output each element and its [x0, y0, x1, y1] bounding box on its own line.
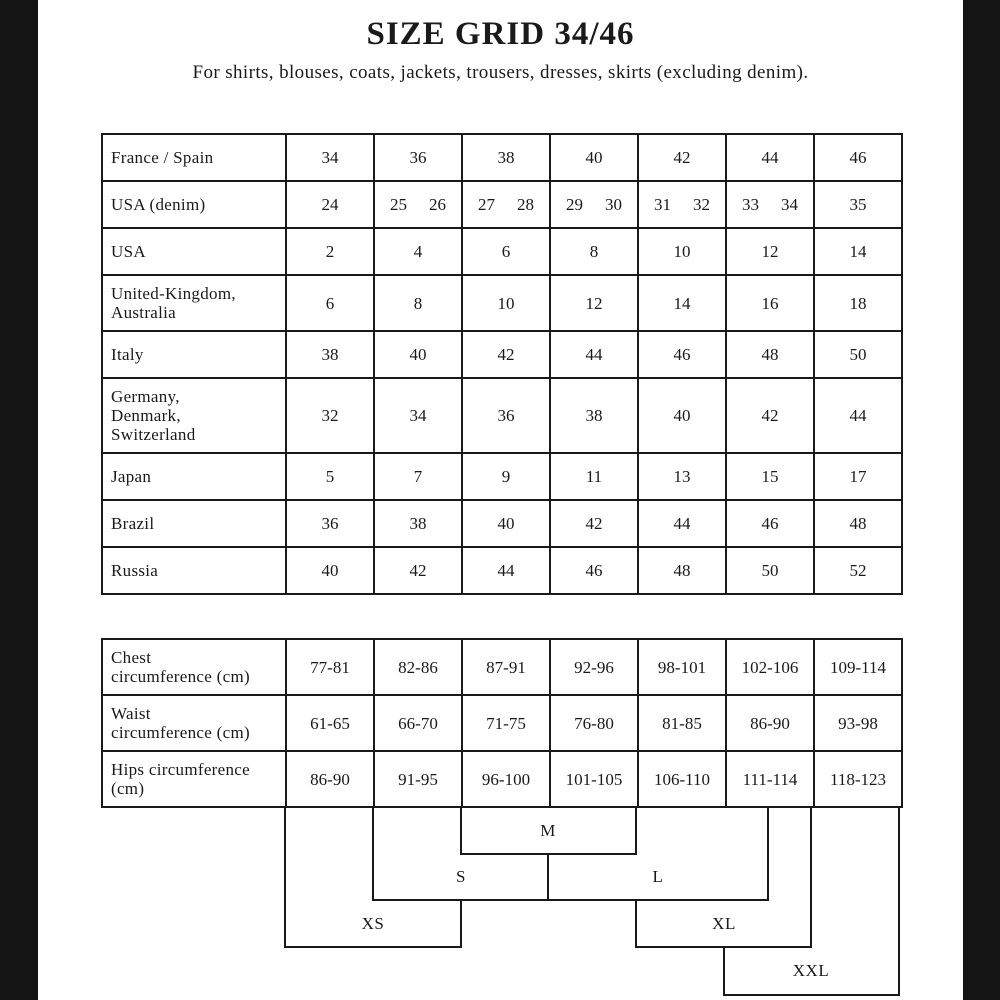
cell-value: 27	[478, 195, 495, 214]
table-cell: 14	[814, 228, 902, 275]
table-cell: 50	[814, 331, 902, 378]
table-cell: 44	[814, 378, 902, 453]
table-cell: 82-86	[374, 639, 462, 695]
table-cell: 40	[374, 331, 462, 378]
table-cell: 18	[814, 275, 902, 331]
cell-value: 30	[605, 195, 622, 214]
row-label-line: USA	[111, 242, 146, 261]
size-label-m: M	[540, 821, 556, 840]
cell-value: 33	[742, 195, 759, 214]
table-cell: 71-75	[462, 695, 550, 751]
table-cell: 48	[726, 331, 814, 378]
row-label-line: Russia	[111, 561, 159, 580]
table-cell: 38	[286, 331, 374, 378]
table-cell: 40	[638, 378, 726, 453]
size-label-l: L	[652, 867, 664, 886]
table-cell: 12	[726, 228, 814, 275]
table-cell: 66-70	[374, 695, 462, 751]
row-label-line: Italy	[111, 345, 144, 364]
table-cell: 38	[550, 378, 638, 453]
size-label-s: S	[456, 867, 466, 886]
row-label-line: circumference (cm)	[111, 723, 250, 742]
row-label-line: Denmark,	[111, 406, 181, 425]
table-cell: 44	[550, 331, 638, 378]
table-cell: 8	[374, 275, 462, 331]
table-cell: 44	[726, 134, 814, 181]
table-cell: 5	[286, 453, 374, 500]
row-label-line: Hips circumference	[111, 760, 250, 779]
size-label-xl: XL	[712, 914, 736, 933]
letter-size-brackets	[38, 0, 963, 1000]
table-cell: 42	[638, 134, 726, 181]
table-cell: 101-105	[550, 751, 638, 807]
table-cell: 2	[286, 228, 374, 275]
table-cell: 46	[814, 134, 902, 181]
table-cell: 9	[462, 453, 550, 500]
table-cell: 44	[638, 500, 726, 547]
row-label-line: Brazil	[111, 514, 155, 533]
table-cell: 98-101	[638, 639, 726, 695]
table-cell: 52	[814, 547, 902, 594]
table-cell: 48	[814, 500, 902, 547]
table-cell: 36	[374, 134, 462, 181]
table-cell: 42	[374, 547, 462, 594]
table-cell: 42	[726, 378, 814, 453]
table-cell: 93-98	[814, 695, 902, 751]
table-cell: 46	[726, 500, 814, 547]
table-cell: 102-106	[726, 639, 814, 695]
table-cell: 42	[462, 331, 550, 378]
table-cell: 34	[286, 134, 374, 181]
table-cell: 40	[550, 134, 638, 181]
size-guide-page	[38, 0, 963, 1000]
table-cell: 77-81	[286, 639, 374, 695]
row-label-line: Japan	[111, 467, 152, 486]
table-cell: 12	[550, 275, 638, 331]
cell-value: 25	[390, 195, 407, 214]
row-label-line: USA (denim)	[111, 195, 206, 214]
cell-value: 31	[654, 195, 671, 214]
size-label-xxl: XXL	[792, 961, 830, 980]
table-cell: 81-85	[638, 695, 726, 751]
cell-value: 29	[566, 195, 583, 214]
table-cell: 106-110	[638, 751, 726, 807]
table-cell: 40	[462, 500, 550, 547]
table-cell: 6	[462, 228, 550, 275]
table-cell: 8	[550, 228, 638, 275]
row-label-line: Australia	[111, 303, 177, 322]
table-cell: 48	[638, 547, 726, 594]
table-cell: 111-114	[726, 751, 814, 807]
table-cell: 14	[638, 275, 726, 331]
cell-value: 32	[693, 195, 710, 214]
table-cell: 10	[638, 228, 726, 275]
table-cell: 15	[726, 453, 814, 500]
row-label-line: (cm)	[111, 779, 145, 798]
table-cell: 40	[286, 547, 374, 594]
table-cell: 4	[374, 228, 462, 275]
table-cell: 32	[286, 378, 374, 453]
row-label-line: United-Kingdom,	[111, 284, 236, 303]
table-cell: 36	[286, 500, 374, 547]
row-label-line: Chest	[111, 648, 152, 667]
table-cell: 46	[550, 547, 638, 594]
size-label-xs: XS	[361, 914, 385, 933]
table-cell: 38	[374, 500, 462, 547]
row-label-line: Switzerland	[111, 425, 196, 444]
table-cell: 76-80	[550, 695, 638, 751]
row-label-line: circumference (cm)	[111, 667, 250, 686]
table-cell: 13	[638, 453, 726, 500]
table-cell: 46	[638, 331, 726, 378]
row-label-line: Germany,	[111, 387, 180, 406]
table-cell: 87-91	[462, 639, 550, 695]
row-label-line: France / Spain	[111, 148, 214, 167]
table-cell: 96-100	[462, 751, 550, 807]
table-cell: 11	[550, 453, 638, 500]
table-cell: 61-65	[286, 695, 374, 751]
cell-value: 34	[781, 195, 798, 214]
table-cell: 86-90	[726, 695, 814, 751]
table-cell: 118-123	[814, 751, 902, 807]
table-cell: 91-95	[374, 751, 462, 807]
table-cell: 44	[462, 547, 550, 594]
table-cell: 10	[462, 275, 550, 331]
table-cell: 92-96	[550, 639, 638, 695]
cell-value: 35	[849, 195, 867, 214]
table-cell: 34	[374, 378, 462, 453]
table-cell: 50	[726, 547, 814, 594]
page-subtitle: For shirts, blouses, coats, jackets, trousers, dresses, skirts (excluding denim).	[192, 62, 809, 83]
table-cell: 42	[550, 500, 638, 547]
row-label-line: Waist	[111, 704, 151, 723]
page-title: SIZE GRID 34/46	[366, 16, 635, 52]
cell-value: 24	[321, 195, 339, 214]
cell-value: 28	[517, 195, 534, 214]
cell-value: 26	[429, 195, 446, 214]
table-cell: 109-114	[814, 639, 902, 695]
table-cell: 7	[374, 453, 462, 500]
table-cell: 38	[462, 134, 550, 181]
table-cell: 16	[726, 275, 814, 331]
table-cell: 6	[286, 275, 374, 331]
table-cell: 86-90	[286, 751, 374, 807]
table-cell: 36	[462, 378, 550, 453]
table-cell: 17	[814, 453, 902, 500]
